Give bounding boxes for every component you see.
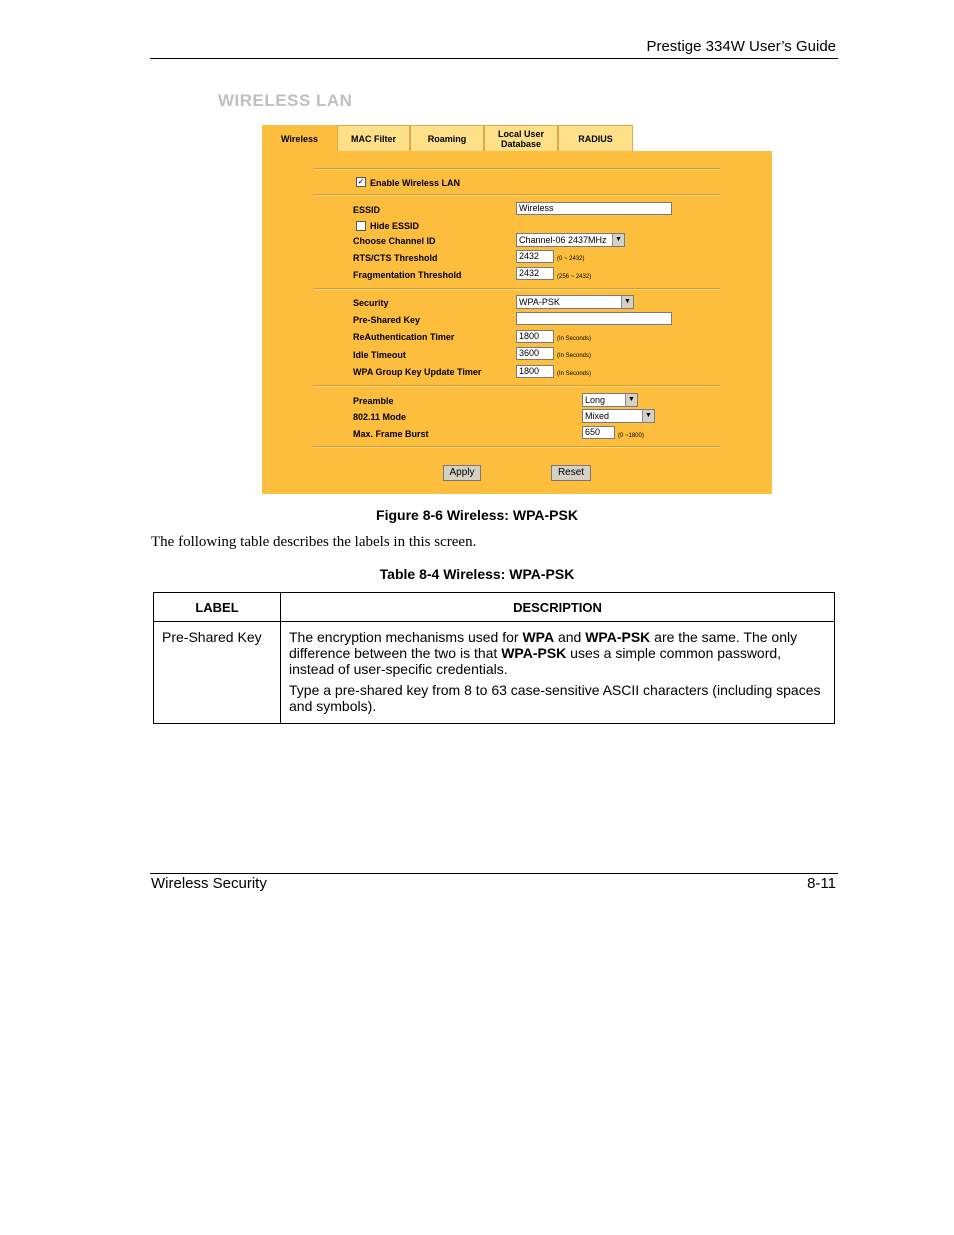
footer-section: Wireless Security — [151, 875, 267, 892]
rts-input[interactable]: 2432 — [516, 250, 554, 263]
tab-bar — [262, 125, 634, 151]
tab-local-user-database[interactable]: Local User Database — [484, 125, 558, 151]
enable-wireless-checkbox[interactable]: ✓ — [357, 177, 365, 186]
reauth-label: ReAuthentication Timer — [353, 332, 455, 342]
idle-hint: (In Seconds) — [557, 353, 592, 359]
guide-title: Prestige 334W User’s Guide — [646, 38, 836, 55]
row-label: Pre-Shared Key — [154, 622, 281, 724]
divider — [313, 168, 720, 170]
tab-wireless[interactable]: Wireless — [262, 125, 337, 151]
divider — [313, 288, 720, 290]
hide-essid-label: Hide ESSID — [370, 221, 420, 231]
rts-hint: (0 ~ 2432) — [557, 256, 585, 262]
group-key-input[interactable]: 1800 — [516, 365, 554, 378]
rts-label: RTS/CTS Threshold — [353, 253, 438, 263]
screen-title: WIRELESS LAN — [218, 91, 353, 110]
reset-button[interactable]: Reset — [551, 465, 591, 481]
reauth-input[interactable]: 1800 — [516, 330, 554, 343]
group-key-label: WPA Group Key Update Timer — [353, 367, 482, 377]
divider — [313, 446, 720, 448]
intro-text: The following table describes the labels in this screen. — [151, 534, 477, 550]
tab-radius[interactable]: RADIUS — [558, 125, 633, 151]
apply-button[interactable]: Apply — [443, 465, 481, 481]
idle-input[interactable]: 3600 — [516, 347, 554, 360]
footer-rule — [150, 873, 838, 874]
chevron-down-icon: ▼ — [621, 296, 633, 308]
tab-mac-filter[interactable]: MAC Filter — [337, 125, 410, 151]
table-header-label: LABEL — [154, 593, 281, 622]
preamble-label: Preamble — [353, 396, 394, 406]
description-paragraph: The encryption mechanisms used for WPA and WPA-PSK are the same. The only difference between the two is that WPA-PSK uses a simple common password, instead of user-specific credentials. — [289, 629, 798, 677]
description-paragraph: Type a pre-shared key from 8 to 63 case-sensitive ASCII characters (including spaces and symbols). — [289, 682, 821, 714]
burst-input[interactable]: 650 — [582, 426, 615, 439]
header-rule — [150, 58, 838, 59]
channel-select[interactable]: Channel-06 2437MHz ▼ — [516, 233, 625, 247]
chevron-down-icon: ▼ — [642, 410, 654, 422]
enable-wireless-label: Enable Wireless LAN — [370, 178, 460, 188]
psk-label: Pre-Shared Key — [353, 315, 421, 325]
essid-label: ESSID — [353, 205, 381, 215]
group-key-hint: (In Seconds) — [557, 371, 592, 377]
reauth-hint: (In Seconds) — [557, 336, 592, 342]
row-description — [281, 622, 835, 724]
idle-label: Idle Timeout — [353, 350, 406, 360]
frag-label: Fragmentation Threshold — [353, 270, 462, 280]
burst-label: Max. Frame Burst — [353, 429, 429, 439]
mode-select[interactable]: Mixed ▼ — [582, 409, 655, 423]
description-table — [153, 592, 835, 724]
psk-input[interactable] — [516, 312, 672, 325]
chevron-down-icon: ▼ — [612, 234, 624, 246]
table-header-description: DESCRIPTION — [281, 593, 835, 622]
table-header-row — [154, 593, 835, 622]
frag-input[interactable]: 2432 — [516, 267, 554, 280]
hide-essid-checkbox[interactable] — [356, 221, 366, 231]
chevron-down-icon: ▼ — [625, 394, 637, 406]
essid-input[interactable]: Wireless — [516, 202, 672, 215]
tab-roaming[interactable]: Roaming — [410, 125, 484, 151]
divider — [313, 194, 720, 196]
page-number: 8-11 — [807, 875, 836, 892]
burst-hint: (0 ~1800) — [618, 433, 644, 439]
frag-hint: (256 ~ 2432) — [557, 274, 592, 280]
channel-label: Choose Channel ID — [353, 236, 436, 246]
mode-label: 802.11 Mode — [353, 412, 407, 422]
preamble-select[interactable]: Long ▼ — [582, 393, 638, 407]
table-row — [154, 622, 835, 724]
figure-caption: Figure 8-6 Wireless: WPA-PSK — [376, 507, 578, 523]
divider — [313, 385, 720, 387]
table-caption: Table 8-4 Wireless: WPA-PSK — [379, 566, 575, 582]
security-select[interactable]: WPA-PSK ▼ — [516, 295, 634, 309]
security-label: Security — [353, 298, 389, 308]
